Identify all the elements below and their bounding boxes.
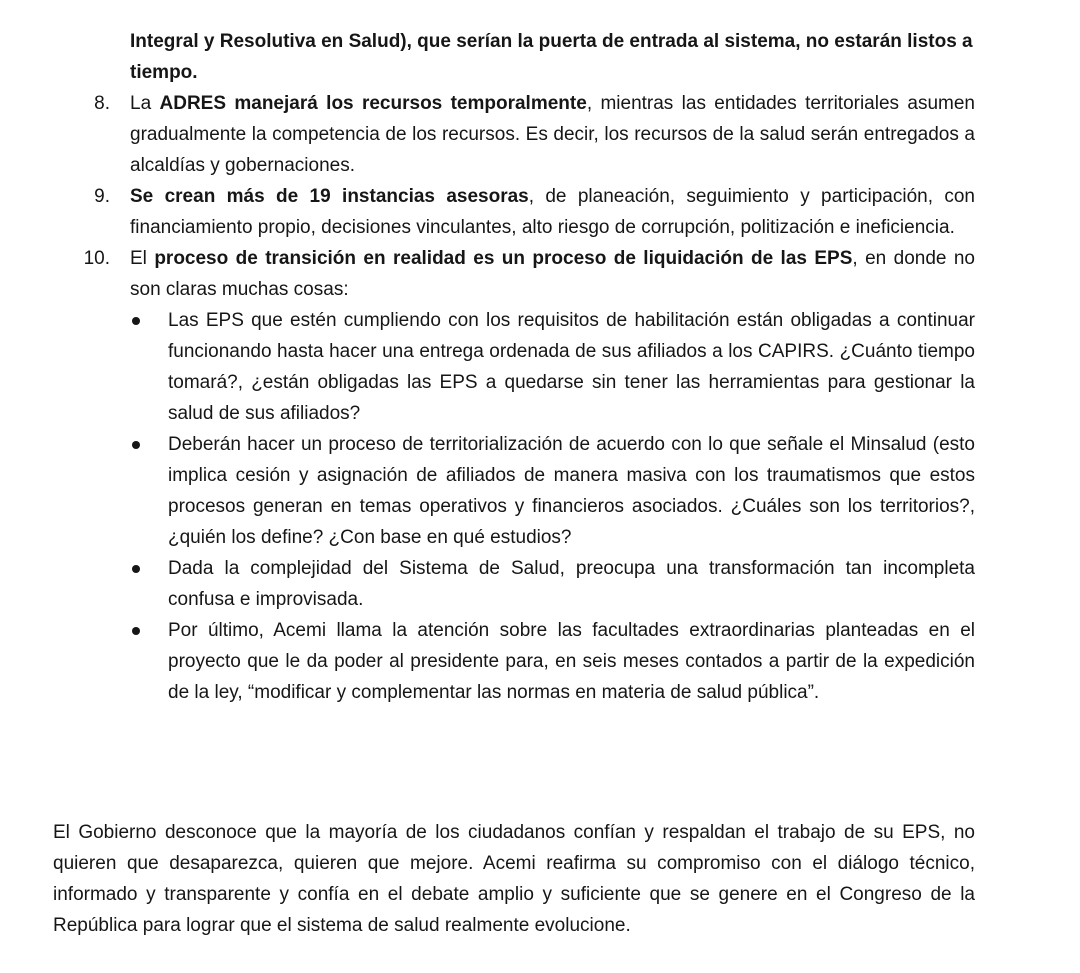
bullet-item [0,305,975,429]
closing-paragraph: El Gobierno desconoce que la mayoría de los ciudadanos confían y respaldan el trabajo de su EPS, no quieren que desaparezca, quieren que mejore. Acemi reafirma su compromiso con el diálogo técnico, informado y transparente y confía en el debate amplio y suficiente que se genere en el Congreso de la República para lograr que el sistema de salud realmente evolucione. [53,822,975,936]
list-item-10 [0,243,975,305]
bullet-text: Las EPS que estén cumpliendo con los requisitos de habilitación están obligadas a continuar funcionando hasta hacer una entrega ordenada de sus afiliados a los CAPIRS. ¿Cuánto tiempo tomará?, ¿están obligadas las EPS a quedarse sin tener las herramientas para gestionar la salud de sus afiliados? [168,310,975,424]
bullet-item [0,615,975,708]
item-text-bold: ADRES manejará los recursos temporalmente [159,93,587,114]
item-number: 10. [83,248,110,269]
item-text-post: , de planeación, seguimiento y participación, con financiamiento propio, decisiones vinculantes, alto riesgo de corrupción, politización e ineficiencia. [130,186,975,238]
bullet-icon [132,317,140,325]
bullet-icon [132,565,140,573]
bullet-icon [132,627,140,635]
item-text-bold: proceso de transición en realidad es un proceso de liquidación de las EPS [154,248,853,269]
numbered-list [0,26,1080,708]
bullet-text: Deberán hacer un proceso de territorialización de acuerdo con lo que señale el Minsalud (esto implica cesión y asignación de afiliados de manera masiva con los traumatismos que estos procesos generan en temas operativos y financieros asociados. ¿Cuáles son los territorios?, ¿quién los define? ¿Con base en qué estudios? [168,434,975,548]
item-text-bold: Se crean más de 19 instancias asesoras [130,186,529,207]
item-text-pre: La [130,93,160,114]
item-text-pre: El [130,248,155,269]
bullet-item [0,553,975,615]
continued-item-text: Integral y Resolutiva en Salud), que serían la puerta de entrada al sistema, no estarán listos a tiempo. [130,31,973,83]
bullet-icon [132,441,140,449]
item-text-post: , en donde no son claras muchas cosas: [130,248,975,300]
bullet-text: Dada la complejidad del Sistema de Salud, preocupa una transformación tan incompleta confusa e improvisada. [168,558,975,610]
item-number: 9. [94,186,110,207]
bullet-text: Por último, Acemi llama la atención sobre las facultades extraordinarias planteadas en el proyecto que le da poder al presidente para, en seis meses contados a partir de la expedición de la ley, “modificar y complementar las normas en materia de salud pública”. [168,620,975,703]
item-number: 8. [94,93,110,114]
bullet-item [0,429,975,553]
list-item-8 [0,88,975,181]
item-text-post: , mientras las entidades territoriales asumen gradualmente la competencia de los recursos. Es decir, los recursos de la salud serán entregados a alcaldías y gobernaciones. [130,93,975,176]
list-item-9 [0,181,975,243]
